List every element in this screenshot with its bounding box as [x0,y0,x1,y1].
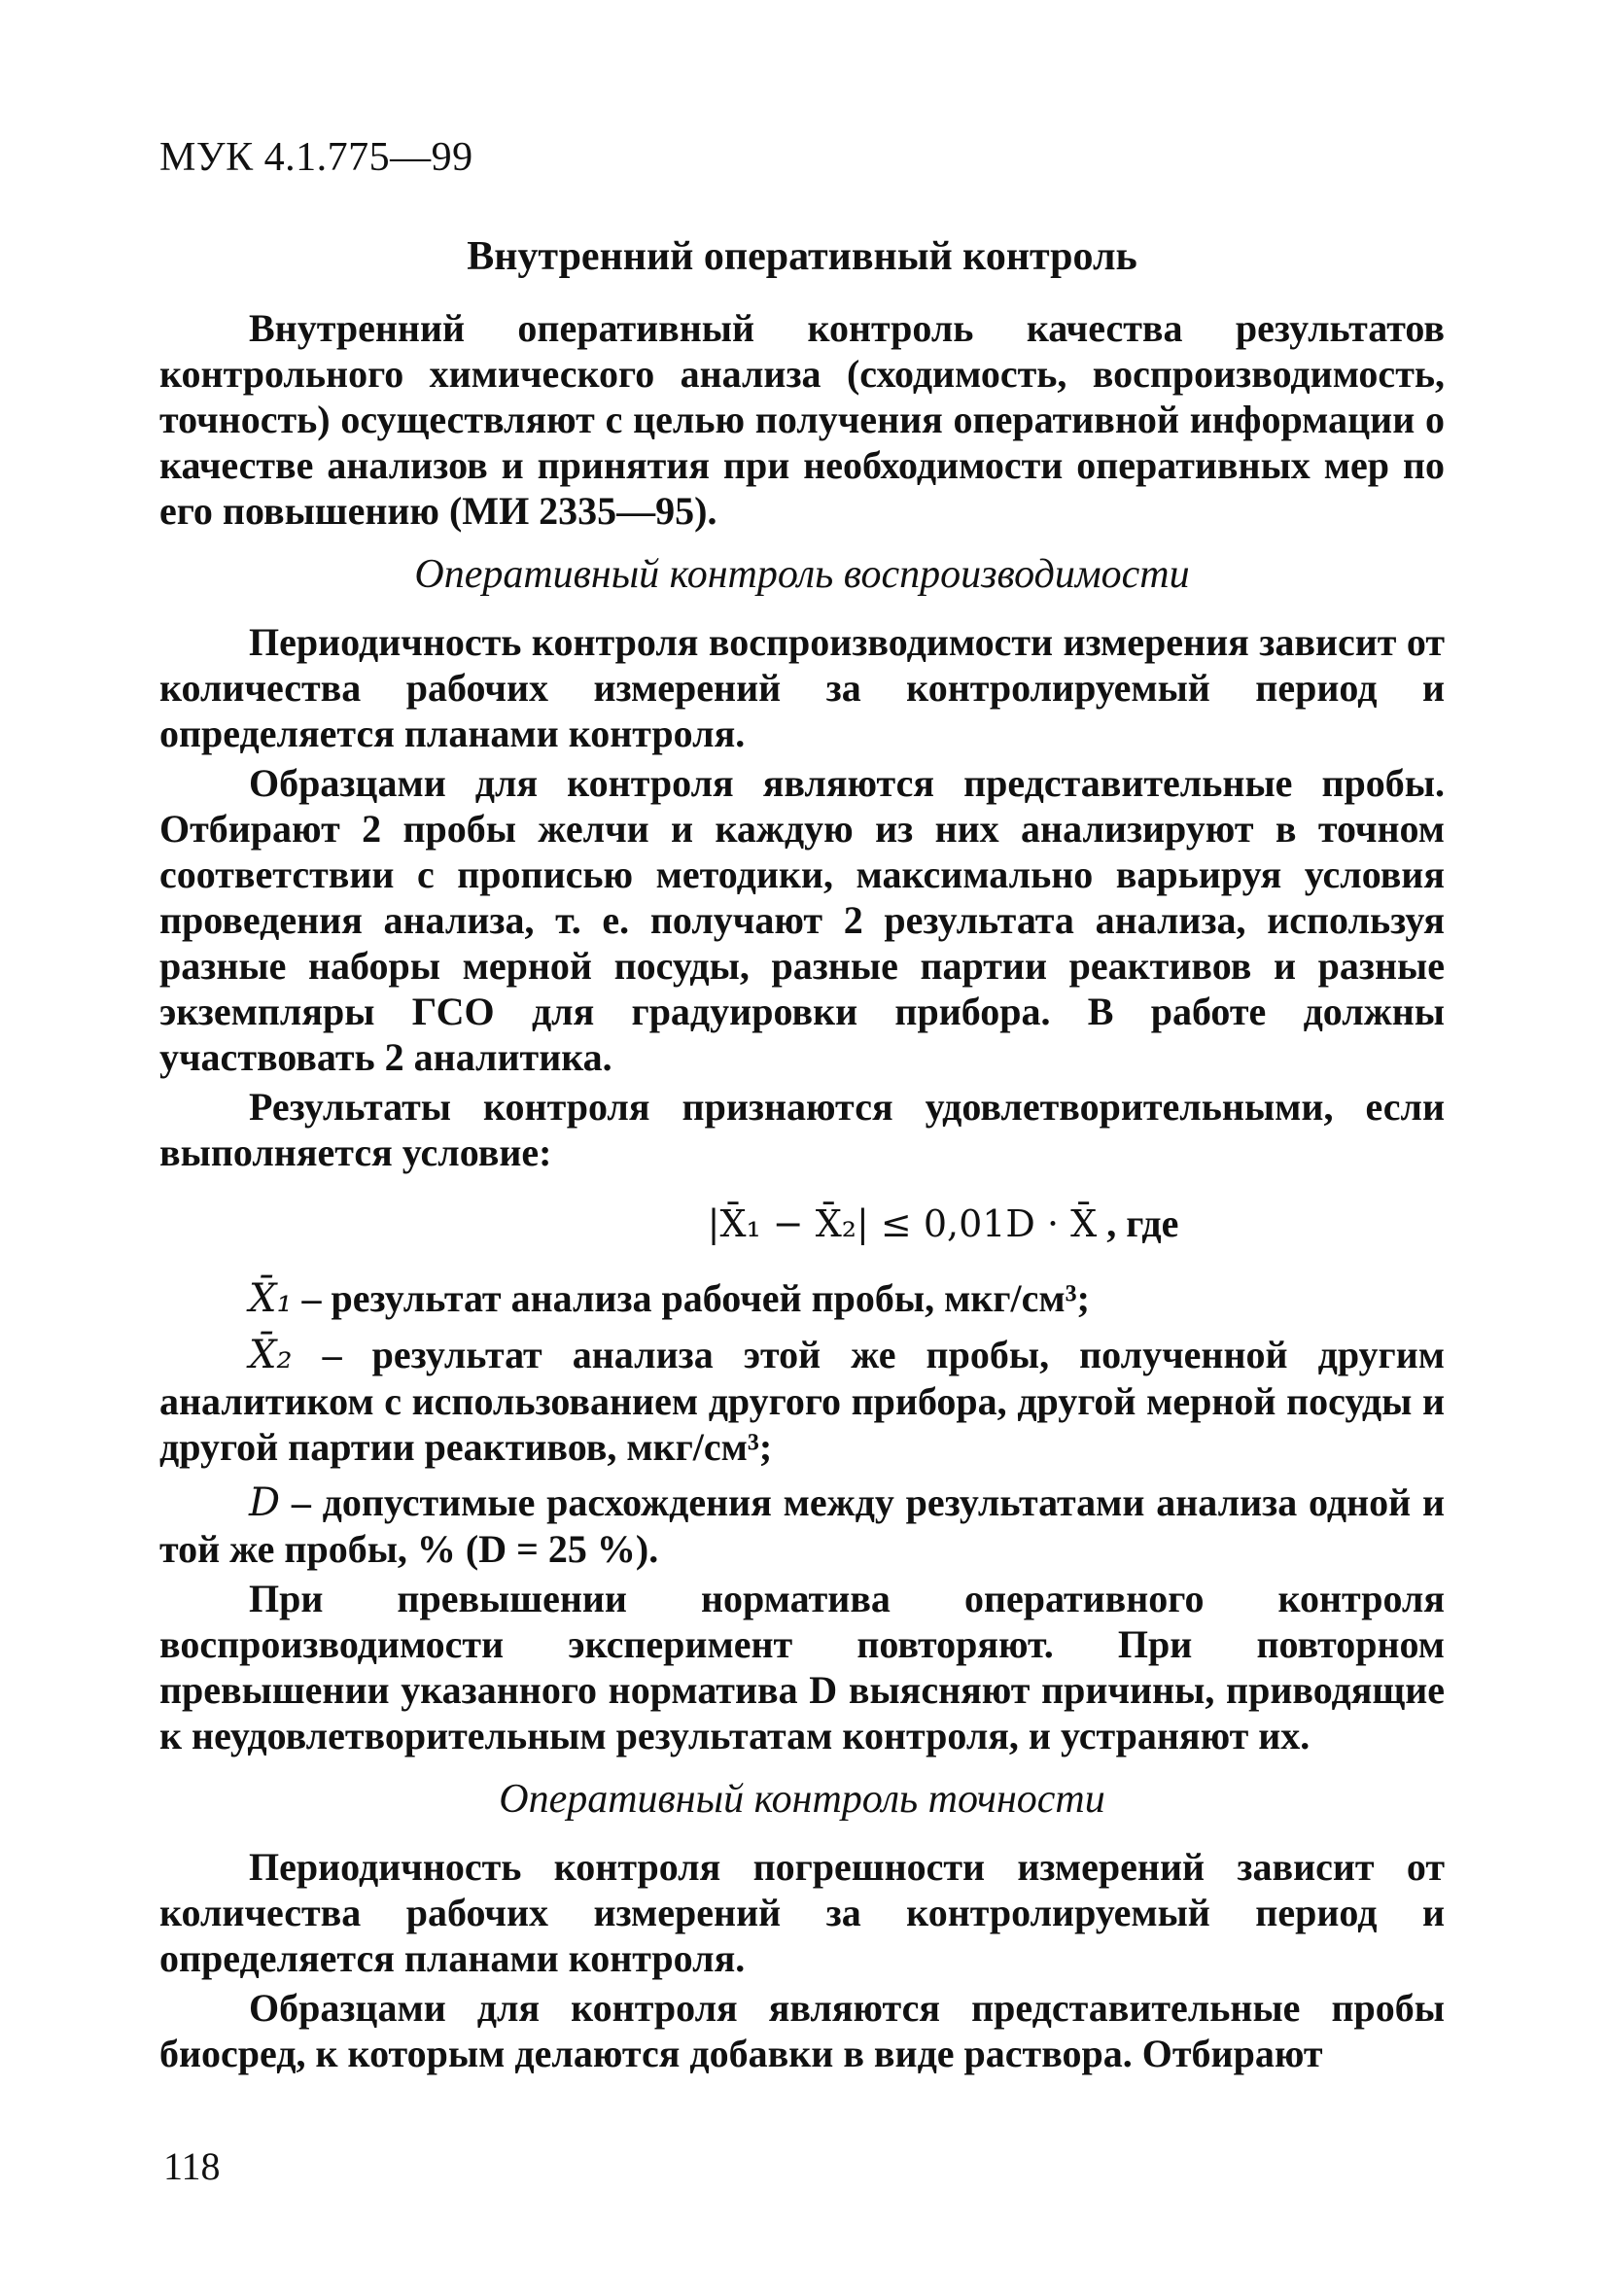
document-code: МУК 4.1.775—99 [159,135,473,180]
intro-paragraph: Внутренний оперативный контроль качества результатов контрольного химического анализа (сходимость, воспроизводимость, точность) осуществляют с целью получения оперативной информации о качестве анализов и принятия при необходимости оперативных мер по его повышению (МИ 2335—95). [159,306,1445,533]
accuracy-paragraph-2: Образцами для контроля являются представительные пробы биосред, к которым делаются добавки в виде раствора. Отбирают [159,1986,1445,2075]
reproducibility-paragraph-2: Образцами для контроля являются представительные пробы. Отбирают 2 пробы желчи и каждую из них анализируют в точном соответствии с прописью методики, максимально варьируя условия проведения анализа, т. е. получают 2 результата анализа, используя разные наборы мерной посуды, разные партии реактивов и разные экземпляры ГСО для градуировки прибора. В работе должны участвовать 2 аналитика. [159,761,1445,1079]
definition-x1-text: – результат анализа рабочей пробы, мкг/см³; [301,1276,1090,1320]
accuracy-paragraph-1: Периодичность контроля погрешности измерений зависит от количества рабочих измерений за контролируемый период и определяется планами контроля. [159,1845,1445,1980]
definition-d-text: – допустимые расхождения между результатами анализа одной и той же пробы, % (D = 25 %). [159,1480,1445,1571]
reproducibility-paragraph-3: Результаты контроля признаются удовлетворительными, если выполняется условие: [159,1085,1445,1174]
definition-x2-symbol: X̄₂ [249,1333,293,1377]
definition-x1-symbol: X̄₁ [249,1276,293,1321]
reproducibility-paragraph-4: При превышении норматива оперативного контроля воспроизводимости эксперимент повторяют. При повторном превышении указанного норматива D выясняют причины, приводящие к неудовлетворительным результатам контроля, и устраняют их. [159,1577,1445,1757]
formula-expression: |X̄₁ − X̄₂| ≤ 0,01D · X̄ [707,1202,1098,1245]
subsection-title-reproducibility: Оперативный контроль воспроизводимости [414,552,1190,597]
definition-d-symbol: D [249,1480,281,1525]
definition-d [159,1479,1445,1572]
subsection-title-accuracy: Оперативный контроль точности [499,1777,1105,1822]
definition-x2-text: – результат анализа этой же пробы, полученной другим аналитиком с использованием другого прибора, другой мерной посуды и другой партии реактивов, мкг/см³; [159,1333,1445,1469]
document-body [159,233,1445,2076]
reproducibility-paragraph-1: Периодичность контроля воспроизводимости измерения зависит от количества рабочих измерений за контролируемый период и определяется планами контроля. [159,620,1445,755]
reproducibility-formula [159,1200,1445,1246]
formula-suffix: , где [1106,1201,1179,1245]
definition-x2 [159,1332,1445,1470]
page-number: 118 [163,2144,221,2188]
definition-x1 [159,1275,1445,1322]
section-title: Внутренний оперативный контроль [467,234,1137,279]
